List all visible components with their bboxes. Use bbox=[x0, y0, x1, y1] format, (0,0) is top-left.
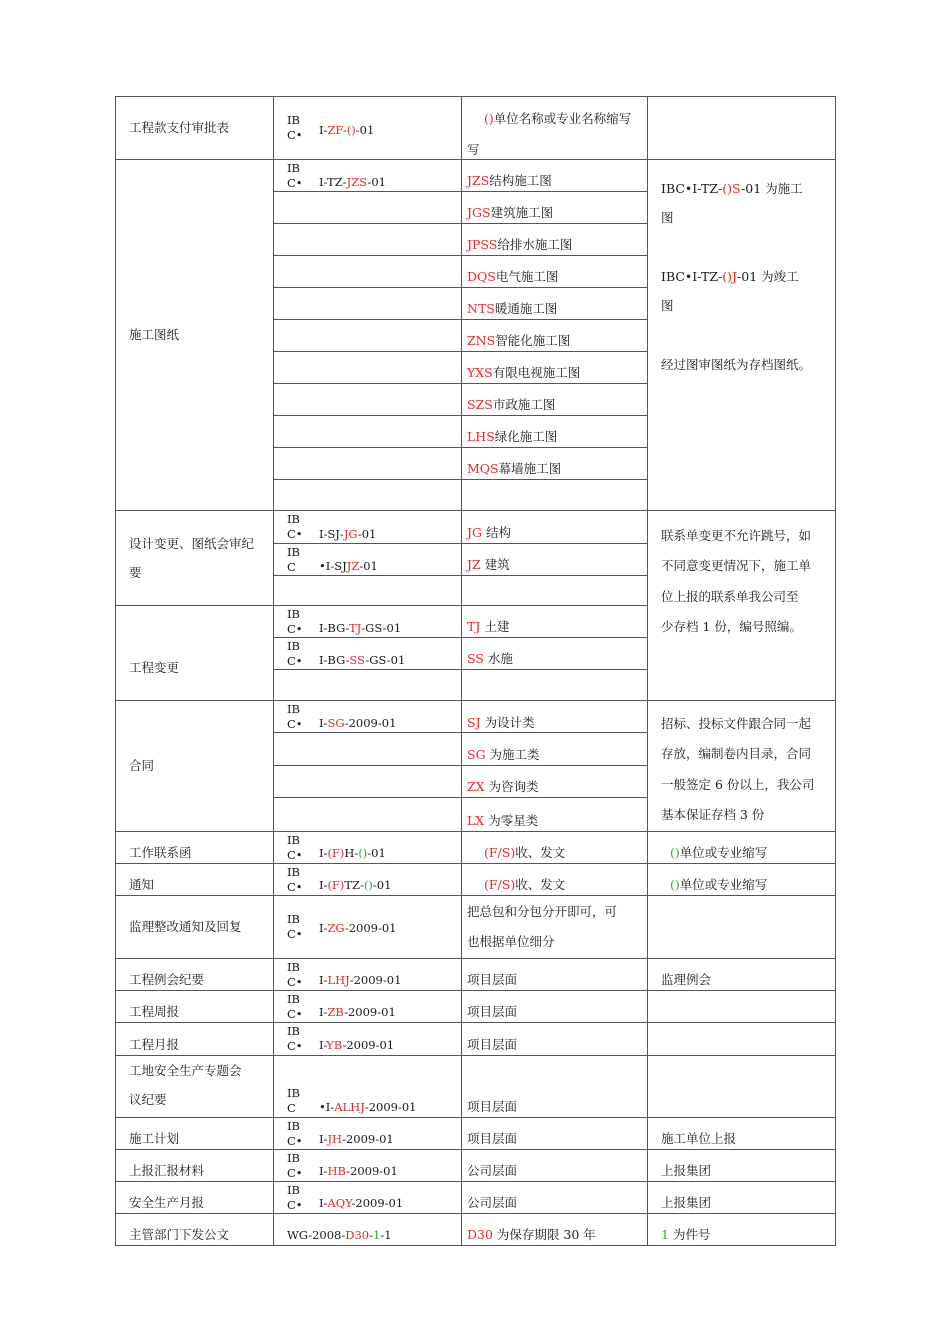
note-cell: 联系单变更不允许跳号，如 不同意变更情况下，施工单 位上报的联系单我公司至 少存档 1 份，编号照编。 bbox=[648, 511, 836, 701]
code-cell bbox=[274, 192, 462, 224]
desc-cell bbox=[462, 670, 648, 701]
desc-cell: SS 水施 bbox=[462, 638, 648, 670]
desc-cell: JG 结构 bbox=[462, 511, 648, 544]
code-cell: WG-2008-D30-1-1 bbox=[274, 1213, 462, 1245]
code-cell: IB C •Ⅰ-ALHJ-2009-01 bbox=[274, 1055, 462, 1117]
row-name: 工作联系函 bbox=[116, 831, 274, 863]
desc-cell: 项目层面 bbox=[462, 990, 648, 1022]
contract-item: ZX 为咨询类 bbox=[462, 765, 648, 797]
note-cell: 招标、投标文件跟合同一起 存放，编制卷内目录，合同 一般签定 6 份以上，我公司 基本保证存档 3 份 bbox=[648, 701, 836, 832]
row-name: 工程款支付审批表 bbox=[116, 97, 274, 160]
code-cell: IB C• Ⅰ-SJ-JG-01 bbox=[274, 511, 462, 544]
contract-item: SJ 为设计类 bbox=[462, 701, 648, 733]
code-cell: IB C• Ⅰ-BG-SS-GS-01 bbox=[274, 638, 462, 670]
code-cell bbox=[274, 224, 462, 256]
desc-cell: D30 为保存期限 30 年 bbox=[462, 1213, 648, 1245]
code-cell: IB C• Ⅰ-JH-2009-01 bbox=[274, 1117, 462, 1149]
row-name: 合同 bbox=[116, 701, 274, 832]
desc-cell: 项目层面 bbox=[462, 958, 648, 990]
row-name: 施工图纸 bbox=[116, 160, 274, 511]
note-cell bbox=[648, 1022, 836, 1055]
note-cell bbox=[648, 1055, 836, 1117]
code-cell: IB C• Ⅰ-(F)TZ-()-01 bbox=[274, 863, 462, 895]
contract-item: SG 为施工类 bbox=[462, 733, 648, 765]
code-cell: IB C• Ⅰ-HB-2009-01 bbox=[274, 1149, 462, 1181]
code-cell bbox=[274, 733, 462, 765]
code-cell: IB C •Ⅰ-SJJZ-01 bbox=[274, 544, 462, 576]
code-cell: IB C• Ⅰ-ZB-2009-01 bbox=[274, 990, 462, 1022]
row-name: 工地安全生产专题会 议纪要 bbox=[116, 1055, 274, 1117]
code-cell: IB C• Ⅰ-TZ-JZS-01 bbox=[274, 160, 462, 192]
row-name: 上报汇报材料 bbox=[116, 1149, 274, 1181]
desc-cell: ()单位名称或专业名称缩写 写 bbox=[462, 97, 648, 160]
note-cell: 上报集团 bbox=[648, 1149, 836, 1181]
row-name: 通知 bbox=[116, 863, 274, 895]
code-cell bbox=[274, 576, 462, 606]
contract-item: LX 为零星类 bbox=[462, 798, 648, 831]
code-cell: IB C• Ⅰ-ZF-()-01 bbox=[274, 97, 462, 160]
desc-cell: 公司层面 bbox=[462, 1149, 648, 1181]
note-cell: ()单位或专业缩写 bbox=[648, 831, 836, 863]
code-cell: IB C• Ⅰ-AQY-2009-01 bbox=[274, 1181, 462, 1213]
desc-cell: 项目层面 bbox=[462, 1055, 648, 1117]
note-cell: IBC•Ⅰ-TZ-()S-01 为施工 图 IBC•Ⅰ-TZ-()J-01 为竣工 图 经过图审图纸为存档图纸。 bbox=[648, 160, 836, 511]
desc-cell: 把总包和分包分开即可，可 也根据单位细分 bbox=[462, 895, 648, 958]
code-cell bbox=[274, 288, 462, 320]
note-cell: 施工单位上报 bbox=[648, 1117, 836, 1149]
row-name: 工程月报 bbox=[116, 1022, 274, 1055]
desc-cell: (F/S)收、发文 bbox=[462, 863, 648, 895]
drawing-item: JZS结构施工图 bbox=[462, 160, 648, 192]
desc-cell: JZ 建筑 bbox=[462, 544, 648, 576]
desc-cell bbox=[462, 576, 648, 606]
code-cell: IB C• Ⅰ-ZG-2009-01 bbox=[274, 895, 462, 958]
row-name: 安全生产月报 bbox=[116, 1181, 274, 1213]
drawing-item: ZNS智能化施工图 bbox=[462, 320, 648, 352]
desc-cell: (F/S)收、发文 bbox=[462, 831, 648, 863]
desc-cell: 公司层面 bbox=[462, 1181, 648, 1213]
code-cell bbox=[274, 798, 462, 831]
row-name: 设计变更、图纸会审纪 要 bbox=[116, 511, 274, 606]
code-cell bbox=[274, 352, 462, 384]
row-name: 工程例会纪要 bbox=[116, 958, 274, 990]
row-name: 监理整改通知及回复 bbox=[116, 895, 274, 958]
note-cell: 1 为件号 bbox=[648, 1213, 836, 1245]
note-cell bbox=[648, 97, 836, 160]
drawing-item: LHS绿化施工图 bbox=[462, 416, 648, 448]
row-name: 工程周报 bbox=[116, 990, 274, 1022]
code-cell bbox=[274, 670, 462, 701]
code-cell: IB C• Ⅰ-SG-2009-01 bbox=[274, 701, 462, 733]
drawing-item: NTS暖通施工图 bbox=[462, 288, 648, 320]
code-cell bbox=[274, 256, 462, 288]
desc-cell: TJ 土建 bbox=[462, 606, 648, 638]
row-name: 施工计划 bbox=[116, 1117, 274, 1149]
drawing-item: MQS幕墙施工图 bbox=[462, 448, 648, 480]
note-cell bbox=[648, 895, 836, 958]
code-cell: IB C• Ⅰ-(F)H-()-01 bbox=[274, 831, 462, 863]
code-cell bbox=[274, 765, 462, 797]
drawing-item: DQS电气施工图 bbox=[462, 256, 648, 288]
drawing-item bbox=[462, 480, 648, 511]
note-cell: 上报集团 bbox=[648, 1181, 836, 1213]
row-name: 工程变更 bbox=[116, 606, 274, 701]
desc-cell: 项目层面 bbox=[462, 1022, 648, 1055]
note-cell: 监理例会 bbox=[648, 958, 836, 990]
drawing-item: YXS有限电视施工图 bbox=[462, 352, 648, 384]
note-cell: ()单位或专业缩写 bbox=[648, 863, 836, 895]
code-cell bbox=[274, 320, 462, 352]
archive-code-table bbox=[115, 96, 836, 1246]
drawing-item: JPSS给排水施工图 bbox=[462, 224, 648, 256]
code-cell bbox=[274, 448, 462, 480]
code-cell: IB C• Ⅰ-YB-2009-01 bbox=[274, 1022, 462, 1055]
note-cell bbox=[648, 990, 836, 1022]
code-cell bbox=[274, 416, 462, 448]
code-cell bbox=[274, 480, 462, 511]
desc-cell: 项目层面 bbox=[462, 1117, 648, 1149]
code-cell: IB C• Ⅰ-LHJ-2009-01 bbox=[274, 958, 462, 990]
row-name: 主管部门下发公文 bbox=[116, 1213, 274, 1245]
code-cell: IB C• Ⅰ-BG-TJ-GS-01 bbox=[274, 606, 462, 638]
drawing-item: SZS市政施工图 bbox=[462, 384, 648, 416]
drawing-item: JGS建筑施工图 bbox=[462, 192, 648, 224]
code-cell bbox=[274, 384, 462, 416]
